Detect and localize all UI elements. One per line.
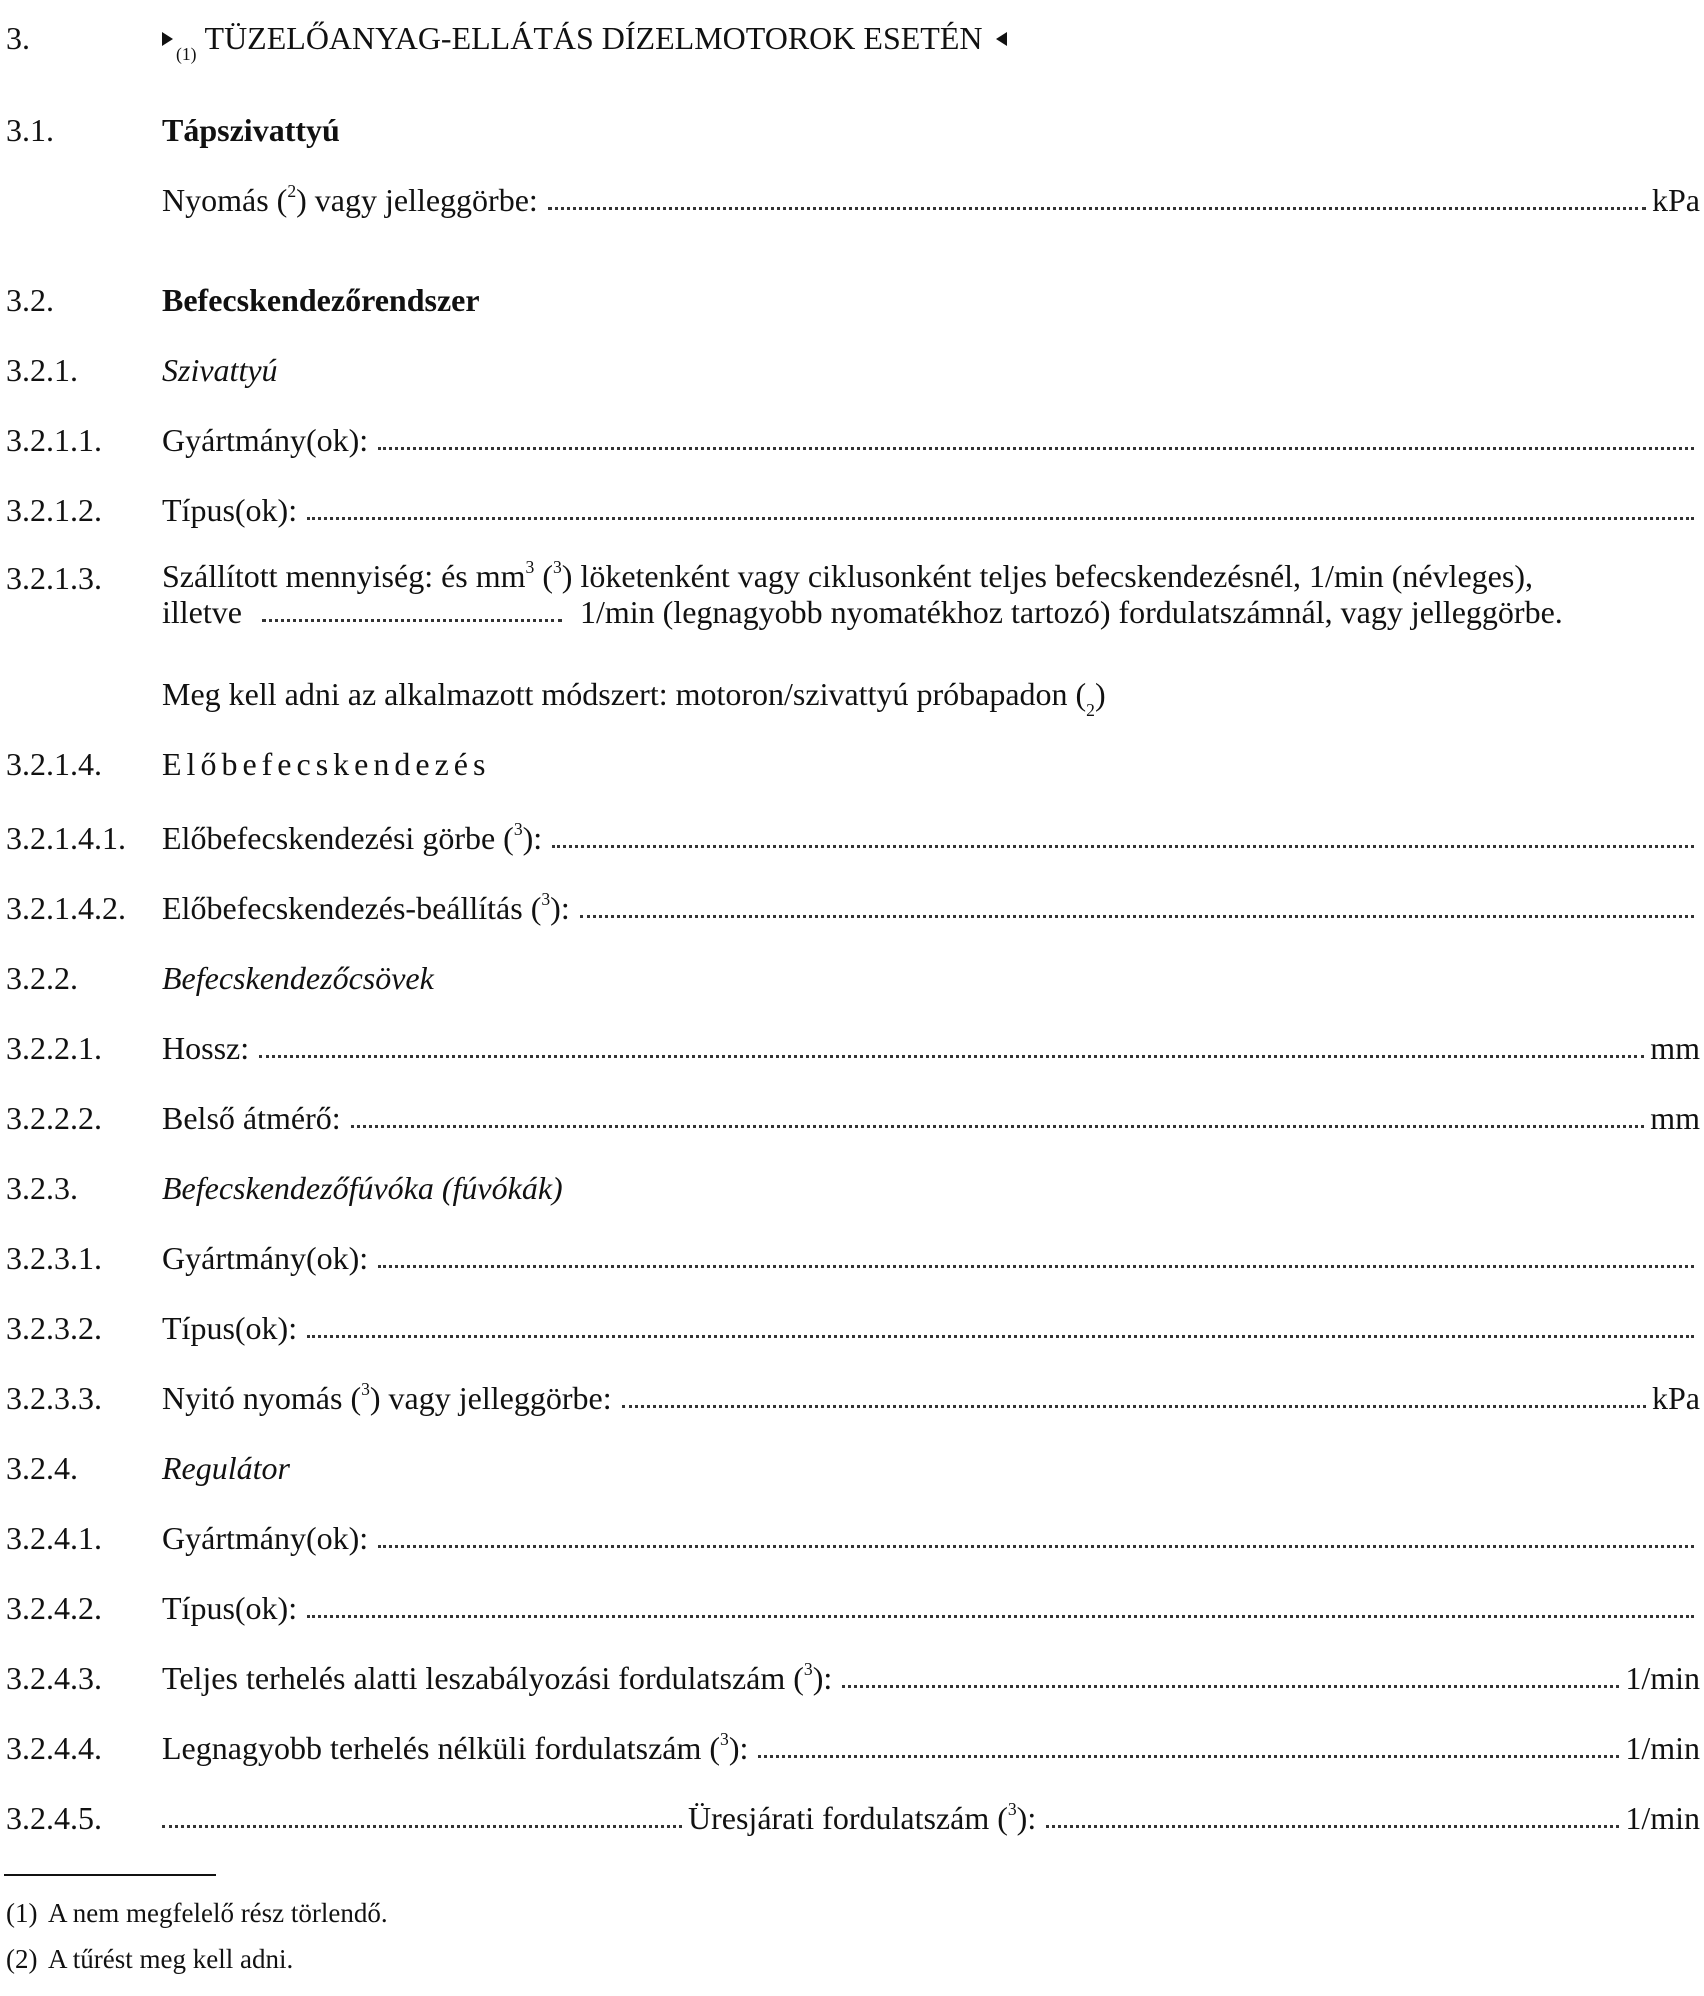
fill-in-dots[interactable] [378, 1545, 1694, 1548]
section-title: Befecskendezőrendszer [162, 282, 480, 318]
field-governor-type: 3.2.4.2. Típus(ok): [0, 1580, 1700, 1624]
fill-in-dots[interactable] [580, 915, 1694, 918]
field-governor-make: 3.2.4.1. Gyártmány(ok): [0, 1510, 1700, 1554]
fill-in-dots[interactable] [842, 1685, 1619, 1688]
subsection-title: Befecskendezőcsövek [162, 960, 434, 996]
section-3-2-1: 3.2.1. Szivattyú [0, 342, 1700, 386]
fill-in-dots[interactable] [548, 207, 1646, 210]
field-pipe-length: 3.2.2.1. Hossz: mm [6, 1030, 1700, 1066]
section-title: Tápszivattyú [162, 112, 340, 148]
fill-in-dots[interactable] [378, 1265, 1694, 1268]
field-nozzle-make: 3.2.3.1. Gyártmány(ok): [0, 1230, 1700, 1274]
field-pre-injection-setting: 3.2.1.4.2. Előbefecskendezés-beállítás ($^3$): [0, 880, 1700, 924]
fill-in-dots[interactable] [307, 517, 1694, 520]
field-pipe-inner-diameter: 3.2.2.2. Belső átmérő: mm [6, 1100, 1700, 1136]
field-idle-speed: 3.2.4.5. Üresjárati fordulatszám ($^3$): 1/min [6, 1798, 1700, 1836]
fill-in-dots[interactable] [262, 619, 562, 622]
fill-in-dots[interactable] [622, 1405, 1646, 1408]
unit-label: kPa [1652, 182, 1700, 218]
field-pump-type: 3.2.1.2. Típus(ok): [0, 482, 1700, 526]
fill-in-dots[interactable] [307, 1615, 1694, 1618]
delivered-quantity-paragraph: Szállított mennyiség: és $mm^3$ ($^3$) löketenként vagy ciklusonként teljes befecskendezésnél, 1/min (névleges), illetve 1/min (legnagyobb nyomatékhoz tartozó) fordulatszámnál, vagy jelleggörbe. [162, 556, 1563, 630]
method-note: Meg kell adni az alkalmazott módszert: motoron/szivattyú próbapadon ( 2 ) [162, 676, 1106, 720]
section-3-2-1-4: 3.2.1.4. Előbefecskendezés [0, 736, 1700, 780]
section-3-2: 3.2. Befecskendezőrendszer [0, 272, 1700, 316]
section-3-2-4: 3.2.4. Regulátor [0, 1440, 1700, 1484]
fill-in-dots[interactable] [1046, 1825, 1619, 1828]
section-3-2-2: 3.2.2. Befecskendezőcsövek [0, 950, 1700, 994]
subsection-title: Regulátor [162, 1450, 290, 1486]
section-3-2-3: 3.2.3. Befecskendezőfúvóka (fúvókák) [0, 1160, 1700, 1204]
start-marker-arrow-icon [162, 32, 173, 46]
fill-in-dots[interactable] [758, 1755, 1619, 1758]
section-number: 3.1. [6, 112, 54, 148]
section-number: 3. [6, 20, 30, 56]
field-pre-injection-curve: 3.2.1.4.1. Előbefecskendezési görbe ($^3$): [0, 810, 1700, 854]
section-title: TÜZELŐANYAG-ELLÁTÁS DÍZELMOTOROK ESETÉN [204, 20, 983, 56]
field-full-load-cutoff-speed: 3.2.4.3. Teljes terhelés alatti leszabályozási fordulatszám ($^3$): 1/min [6, 1658, 1700, 1696]
fill-in-dots[interactable] [162, 1825, 682, 1828]
field-pump-make: 3.2.1.1. Gyártmány(ok): [0, 412, 1700, 456]
subsection-title: Befecskendezőfúvóka (fúvókák) [162, 1170, 563, 1206]
footnote-2: (2) A tűrést meg kell adni. [6, 1944, 294, 1974]
fill-in-dots[interactable] [259, 1055, 1644, 1058]
section-3-heading: 3. (1) TÜZELŐANYAG-ELLÁTÁS DÍZELMOTOROK ESETÉN [0, 10, 1700, 54]
fill-in-dots[interactable] [552, 845, 1694, 848]
field-nozzle-type: 3.2.3.2. Típus(ok): [0, 1300, 1700, 1344]
section-3-2-1-3-number: 3.2.1.3. [6, 560, 102, 596]
fill-in-dots[interactable] [378, 447, 1694, 450]
fill-in-dots[interactable] [307, 1335, 1694, 1338]
subsection-title: Előbefecskendezés [162, 746, 491, 782]
field-max-no-load-speed: 3.2.4.4. Legnagyobb terhelés nélküli fordulatszám ($^3$): 1/min [6, 1728, 1700, 1766]
field-opening-pressure: 3.2.3.3. Nyitó nyomás ($^3$) vagy jelleggörbe: kPa [6, 1378, 1700, 1416]
end-marker-arrow-icon [996, 32, 1007, 46]
footnote-separator [4, 1874, 216, 1876]
footnote-1: (1) A nem megfelelő rész törlendő. [6, 1898, 388, 1928]
subsection-title: Szivattyú [162, 352, 278, 388]
fill-in-dots[interactable] [351, 1125, 1645, 1128]
field-feed-pressure: Nyomás ($^2$) vagy jelleggörbe: kPa [162, 180, 1700, 218]
section-3-1 [0, 102, 1700, 146]
